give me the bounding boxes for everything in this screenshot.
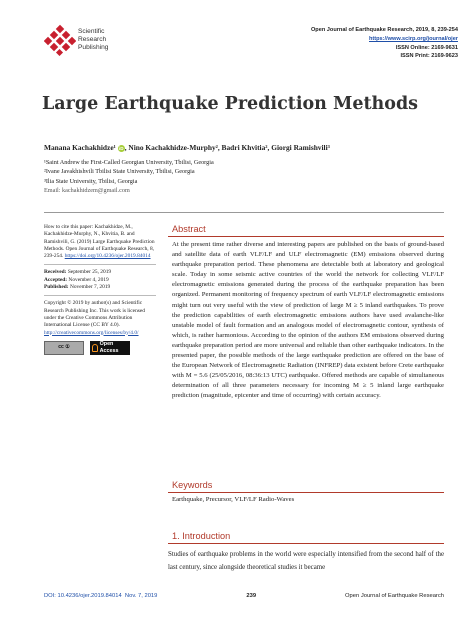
divider <box>44 295 156 296</box>
footer-journal: Open Journal of Earthquake Research <box>345 593 444 599</box>
orcid-icon[interactable]: iD <box>118 146 124 151</box>
article-info-column <box>44 224 156 355</box>
affiliation-3: ³Ilia State University, Tbilisi, Georgia <box>44 177 138 185</box>
abstract-rule <box>168 236 444 237</box>
page-footer <box>44 589 444 603</box>
corresponding-email[interactable]: Email: kachakhidzem@gmail.com <box>44 186 130 194</box>
keywords-text: Earthquake, Precursor, VLF/LF Radio-Waves <box>172 496 295 503</box>
open-access-badge[interactable] <box>90 341 130 355</box>
how-to-cite <box>44 224 156 260</box>
published-label: Published: <box>44 284 69 291</box>
author-list <box>44 143 330 152</box>
issn-online: ISSN Online: 2169-9631 <box>395 44 458 51</box>
license-badges <box>44 341 156 355</box>
author-first: Manana Kachakhidze¹ <box>44 143 116 152</box>
issn-print: ISSN Print: 2169-9623 <box>400 53 458 60</box>
introduction-heading: 1. Introduction <box>172 531 231 541</box>
published-value: November 7, 2019 <box>69 284 111 291</box>
doi-link[interactable]: https://doi.org/10.4236/ojer.2019.84014 <box>64 253 151 260</box>
publisher-name-line: Scientific <box>78 28 105 35</box>
received-date <box>44 269 156 276</box>
publisher-name-line: Publishing <box>78 44 109 52</box>
page-number: 239 <box>246 593 257 599</box>
scirp-logo-icon <box>44 24 76 56</box>
footer-doi-text: DOI: 10.4236/ojer.2019.84014 <box>44 593 122 599</box>
affiliation-1: ¹Saint Andrew the First-Called Georgian University, Tbilisi, Georgia <box>44 159 214 166</box>
accepted-label: Accepted: <box>44 276 68 283</box>
accepted-date <box>44 277 156 284</box>
author-others: , Nino Kachakhidze-Murphy², Badri Khvitia², Giorgi Ramishvili³ <box>124 143 330 152</box>
keywords-rule <box>168 492 444 493</box>
article-dates <box>44 269 156 291</box>
open-lock-icon <box>92 344 98 352</box>
abstract-text: At the present time rather diverse and interesting papers are published on the basis of ground-based and satellite data of earth VLF/LF and ULF electromagnetic (EM) emissions observed during earthquake preparation period. These phenomena are detectable both at laboratory and geological scale. Today in some seismic active countries of the world the network for collecting VLF/LF electromagnetic emissions generated during the process of the earthquake preparation has been organized. Permanent monitoring of frequency spectrum of earth VLF/LF electromagnetic emissions might turn out very useful with the view of prediction of large M ≥ 5 inland earthquakes. To prove the prediction capabilities of earth electromagnetic emissions authors have used avalanche-like unstable model of fault formation and an analogous model of electromagnetic contour, synthesis of which, is rather harmonious. According to the opinion of the authors EM emissions observed during earthquake preparation period are more universal and reliable than other earthquake indicators. In the presented paper, the possible methods of the large earthquake prediction are offered on the base of the European Network of Electromagnetic Radiation (INFREP) data existent before Crete earthquake with M = 5.6 (25/05/2016, 08:36:13 UTC) earthquake. Offered methods are capable of simultaneous determination of all three parameters necessary for incoming M ≥ 5 inland large earthquake prediction (magnitude, epicenter and time of occurring) with certain accuracy. <box>172 241 444 400</box>
license-link[interactable]: http://creativecommons.org/licenses/by/4.0/ <box>44 329 139 336</box>
accepted-value: November 4, 2019 <box>68 276 109 283</box>
open-access-label: Open Access <box>99 340 119 354</box>
keywords-heading: Keywords <box>172 480 213 490</box>
footer-date: Nov. 7, 2019 <box>124 593 158 599</box>
publisher-name <box>78 28 108 53</box>
abstract-heading: Abstract <box>172 224 206 234</box>
footer-doi <box>44 593 157 599</box>
divider <box>44 264 156 265</box>
header-divider <box>44 212 444 213</box>
affiliation-2: ²Ivane Javakhishvili Tbilisi State University, Tbilisi, Georgia <box>44 168 195 176</box>
copyright-text: Copyright © 2019 by author(s) and Scientific Research Publishing Inc. This work is licensed under the Creative Commons Attribution International License (CC BY 4.0). <box>44 300 145 329</box>
copyright-notice <box>44 300 156 336</box>
cc-by-badge-icon[interactable]: cc ① <box>44 341 84 355</box>
citation-text: How to cite this paper: Kachakhidze, M., Kachakhidze-Murphy, N., Khvitia, B. and Ramishvili, G. (2019) Large Earthquake Prediction Methods. Open Journal of Earthquake Research, 8, 239-254. <box>44 224 155 260</box>
affiliations <box>44 158 214 195</box>
received-value: September 25, 2019 <box>67 269 112 276</box>
journal-url-link[interactable]: https://www.scirp.org/journal/ojer <box>369 35 458 42</box>
received-label: Received: <box>44 269 67 276</box>
paper-title: Large Earthquake Prediction Methods <box>42 94 419 114</box>
journal-citation-line: Open Journal of Earthquake Research, 2019, 8, 239-254 <box>310 27 458 33</box>
published-date <box>44 284 156 291</box>
publisher-logo <box>44 24 154 60</box>
introduction-rule <box>168 543 444 544</box>
introduction-text: Studies of earthquake problems in the world were especially intensified from the second half of the last century, since alongside theoretical studies it became <box>168 551 444 571</box>
journal-info <box>311 26 458 61</box>
publisher-name-line: Research <box>78 36 107 44</box>
